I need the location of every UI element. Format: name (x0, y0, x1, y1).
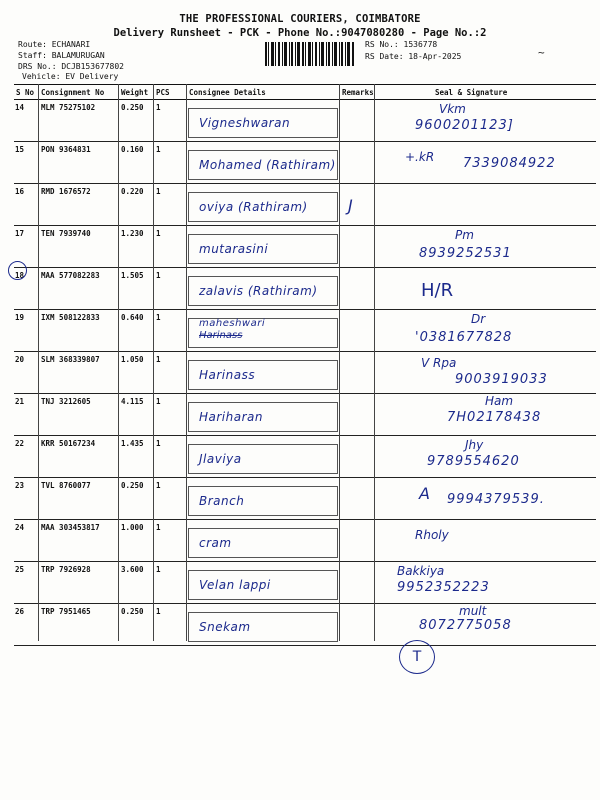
pcs-cell: 1 (154, 394, 187, 436)
signature-cell (375, 184, 596, 226)
consignee-cell (187, 562, 340, 604)
pcs-cell: 1 (154, 142, 187, 184)
consignee-name: Branch (199, 494, 245, 508)
table-row (14, 436, 596, 478)
remarks-cell (340, 520, 375, 562)
consignment-cell: IXM 508122833 (39, 310, 119, 352)
signature-cell (375, 478, 596, 520)
remarks-cell (340, 142, 375, 184)
remarks-cell (340, 184, 375, 226)
struck-name: Harinass (199, 330, 243, 341)
signature: Pm (455, 228, 474, 242)
remarks-cell (340, 562, 375, 604)
consignment-cell: MAA 303453817 (39, 520, 119, 562)
weight-cell: 3.600 (119, 562, 154, 604)
sno-cell: 23 (14, 478, 39, 520)
sheet-title: THE PROFESSIONAL COURIERS, COIMBATORE (179, 13, 421, 25)
table-row (14, 310, 596, 352)
signature: A (419, 484, 430, 503)
column-divider (374, 84, 375, 641)
consignment-cell: PON 9364831 (39, 142, 119, 184)
phone-number: 7339084922 (463, 156, 556, 171)
sno-cell: 22 (14, 436, 39, 478)
consignee-cell (187, 310, 340, 352)
col-pcs: PCS (154, 85, 187, 100)
phone-number: 7H02178438 (447, 410, 542, 425)
remarks-cell (340, 100, 375, 142)
drs-number: DRS No.: DCJB153677802 (18, 62, 124, 71)
signature-cell (375, 268, 596, 310)
sno-cell: 26 (14, 604, 39, 646)
sheet-subtitle: Delivery Runsheet - PCK - Phone No.:9047080280 - Page No.:2 (113, 27, 487, 39)
consignment-cell: TRP 7951465 (39, 604, 119, 646)
consignee-name: Snekam (199, 620, 251, 634)
consignee-name: cram (199, 536, 232, 550)
signature-cell (375, 226, 596, 268)
signature: Bakkiya (397, 564, 445, 578)
consignee-name: Harinass (199, 368, 256, 382)
stray-pen-mark: ~ (538, 46, 545, 59)
consignee-name: Velan lappi (199, 578, 271, 592)
signature: Ham (485, 394, 514, 408)
remarks-cell (340, 604, 375, 646)
signature-cell (375, 604, 596, 646)
row-18-circle-mark (8, 261, 27, 280)
consignee-name: mutarasini (199, 242, 269, 256)
route-label: Route: ECHANARI (18, 40, 91, 49)
signature-cell (375, 520, 596, 562)
pcs-cell: 1 (154, 226, 187, 268)
weight-cell: 1.050 (119, 352, 154, 394)
consignment-cell: KRR 50167234 (39, 436, 119, 478)
consignee-name: Mohamed (Rathiram) (199, 158, 336, 172)
table-row (14, 100, 596, 142)
pcs-cell: 1 (154, 520, 187, 562)
phone-number: 8939252531 (419, 246, 512, 261)
weight-cell: 0.250 (119, 100, 154, 142)
consignment-cell: MAA 577082283 (39, 268, 119, 310)
consignee-name: oviya (Rathiram) (199, 200, 308, 214)
table-row (14, 142, 596, 184)
col-remarks: Remarks (340, 85, 375, 100)
column-divider (38, 84, 39, 641)
consignee-cell (187, 100, 340, 142)
table-header-row (14, 85, 596, 100)
sno-cell: 20 (14, 352, 39, 394)
column-divider (339, 84, 340, 641)
table-row (14, 478, 596, 520)
col-consignment: Consignment No (39, 85, 119, 100)
weight-cell: 0.640 (119, 310, 154, 352)
rs-date: RS Date: 18-Apr-2025 (365, 52, 462, 61)
consignee-name: zalavis (Rathiram) (199, 284, 318, 298)
signature-cell (375, 352, 596, 394)
sno-cell: 19 (14, 310, 39, 352)
signature-cell (375, 142, 596, 184)
runsheet-table (14, 84, 596, 646)
signature-cell (375, 436, 596, 478)
rs-number: RS No.: 1536778 (365, 40, 438, 49)
remarks-cell (340, 478, 375, 520)
phone-number: 9600201123] (415, 118, 514, 133)
pcs-cell: 1 (154, 268, 187, 310)
table-row (14, 520, 596, 562)
consignee-name: maheshwari (199, 318, 266, 329)
remarks-cell (340, 352, 375, 394)
consignment-cell: TEN 7939740 (39, 226, 119, 268)
table-row (14, 352, 596, 394)
table-row (14, 562, 596, 604)
pcs-cell: 1 (154, 436, 187, 478)
consignee-cell (187, 142, 340, 184)
remarks-cell (340, 268, 375, 310)
pcs-cell: 1 (154, 604, 187, 646)
table-row (14, 394, 596, 436)
consignment-cell: SLM 368339807 (39, 352, 119, 394)
table-row (14, 226, 596, 268)
phone-number: 8072775058 (419, 618, 512, 633)
barcode-image (265, 42, 355, 66)
sno-cell: 17 (14, 226, 39, 268)
col-signature: Seal & Signature (375, 85, 596, 100)
vehicle-label: Vehicle: EV Delivery (22, 72, 119, 81)
phone-number: 9003919033 (455, 372, 548, 387)
weight-cell: 0.220 (119, 184, 154, 226)
weight-cell: 1.000 (119, 520, 154, 562)
phone-number: 9789554620 (427, 454, 520, 469)
consignment-cell: TRP 7926928 (39, 562, 119, 604)
consignee-cell (187, 394, 340, 436)
sno-cell: 24 (14, 520, 39, 562)
remark-mark: J (348, 196, 353, 215)
col-sno: S No (14, 85, 39, 100)
table-row (14, 604, 596, 646)
signature-cell (375, 394, 596, 436)
signature: Jhy (465, 438, 484, 452)
final-circled-mark: T (399, 640, 435, 674)
signature: V Rpa (421, 356, 457, 370)
table-row (14, 268, 596, 310)
signature: Dr (471, 312, 486, 326)
signature: +.kR (405, 150, 435, 164)
weight-cell: 0.250 (119, 478, 154, 520)
consignee-cell (187, 226, 340, 268)
remarks-cell (340, 226, 375, 268)
consignee-name: Hariharan (199, 410, 263, 424)
remarks-cell (340, 394, 375, 436)
weight-cell: 1.230 (119, 226, 154, 268)
pcs-cell: 1 (154, 352, 187, 394)
pcs-cell: 1 (154, 100, 187, 142)
signature-cell (375, 100, 596, 142)
consignee-name: Jlaviya (199, 452, 242, 466)
consignee-cell (187, 184, 340, 226)
column-divider (153, 84, 154, 641)
weight-cell: 4.115 (119, 394, 154, 436)
weight-cell: 1.505 (119, 268, 154, 310)
table-row (14, 184, 596, 226)
pcs-cell: 1 (154, 478, 187, 520)
sno-cell: 14 (14, 100, 39, 142)
signature: mult (459, 604, 487, 618)
remarks-cell (340, 436, 375, 478)
column-divider (118, 84, 119, 641)
consignee-cell (187, 268, 340, 310)
signature: Rholy (415, 528, 449, 542)
remarks-cell (340, 310, 375, 352)
sno-cell: 25 (14, 562, 39, 604)
phone-number: '0381677828 (415, 330, 513, 345)
col-weight: Weight (119, 85, 154, 100)
weight-cell: 0.250 (119, 604, 154, 646)
consignment-cell: TVL 8760077 (39, 478, 119, 520)
staff-label: Staff: BALAMURUGAN (18, 51, 105, 60)
remark-mark: H/R (421, 280, 454, 301)
consignment-cell: MLM 75275102 (39, 100, 119, 142)
pcs-cell: 1 (154, 562, 187, 604)
sno-cell: 21 (14, 394, 39, 436)
phone-number: 9952352223 (397, 580, 490, 595)
sno-cell: 16 (14, 184, 39, 226)
consignee-name: Vigneshwaran (199, 116, 291, 130)
column-divider (186, 84, 187, 641)
sno-cell: 15 (14, 142, 39, 184)
weight-cell: 1.435 (119, 436, 154, 478)
pcs-cell: 1 (154, 184, 187, 226)
consignee-cell (187, 352, 340, 394)
signature-cell (375, 310, 596, 352)
consignment-cell: RMD 1676572 (39, 184, 119, 226)
signature-cell (375, 562, 596, 604)
consignment-cell: TNJ 3212605 (39, 394, 119, 436)
sno-cell: 18 (14, 268, 39, 310)
weight-cell: 0.160 (119, 142, 154, 184)
phone-number: 9994379539. (447, 492, 545, 507)
signature: Vkm (439, 102, 466, 116)
consignee-cell (187, 478, 340, 520)
pcs-cell: 1 (154, 310, 187, 352)
consignee-cell (187, 436, 340, 478)
col-consignee: Consignee Details (187, 85, 340, 100)
consignee-cell (187, 604, 340, 646)
consignee-cell (187, 520, 340, 562)
